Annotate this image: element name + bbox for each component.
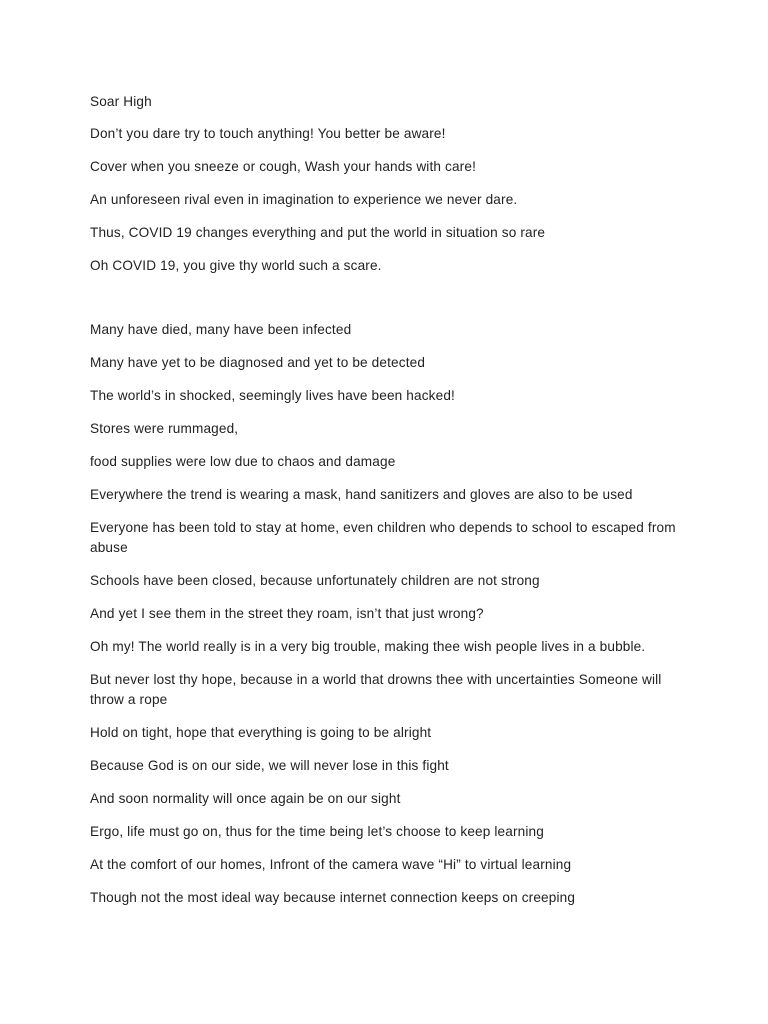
poem-line: Oh COVID 19, you give thy world such a scare. <box>90 258 382 273</box>
poem-line: Many have died, many have been infected <box>90 322 352 337</box>
poem-body <box>90 92 690 921</box>
poem-line: food supplies were low due to chaos and damage <box>90 454 396 469</box>
poem-line: Cover when you sneeze or cough, Wash your hands with care! <box>90 159 476 174</box>
poem-line: Everyone has been told to stay at home, even children who depends to school to escaped from abuse <box>90 520 676 555</box>
poem-line: At the comfort of our homes, Infront of the camera wave “Hi” to virtual learning <box>90 857 572 872</box>
poem-line: Oh my! The world really is in a very big trouble, making thee wish people lives in a bubble. <box>90 639 646 654</box>
poem-line: Though not the most ideal way because internet connection keeps on creeping <box>90 890 576 905</box>
poem-line: Because God is on our side, we will never lose in this fight <box>90 758 449 773</box>
poem-title: Soar High <box>90 94 152 109</box>
poem-line: Stores were rummaged, <box>90 421 239 436</box>
poem-line: The world’s in shocked, seemingly lives have been hacked! <box>90 388 455 403</box>
poem-line: Schools have been closed, because unfortunately children are not strong <box>90 573 540 588</box>
poem-line: Ergo, life must go on, thus for the time being let’s choose to keep learning <box>90 824 544 839</box>
poem-line: But never lost thy hope, because in a world that drowns thee with uncertainties Someone will throw a rope <box>90 672 662 707</box>
poem-line: Thus, COVID 19 changes everything and put the world in situation so rare <box>90 225 546 240</box>
poem-line: Hold on tight, hope that everything is going to be alright <box>90 725 432 740</box>
poem-line: And soon normality will once again be on our sight <box>90 791 401 806</box>
stanza-break <box>90 289 690 320</box>
poem-line: Everywhere the trend is wearing a mask, hand sanitizers and gloves are also to be used <box>90 487 633 502</box>
poem-line: An unforeseen rival even in imagination to experience we never dare. <box>90 192 518 207</box>
poem-line: And yet I see them in the street they roam, isn’t that just wrong? <box>90 606 484 621</box>
poem-line: Many have yet to be diagnosed and yet to be detected <box>90 355 426 370</box>
poem-line: Don’t you dare try to touch anything! You better be aware! <box>90 126 446 141</box>
